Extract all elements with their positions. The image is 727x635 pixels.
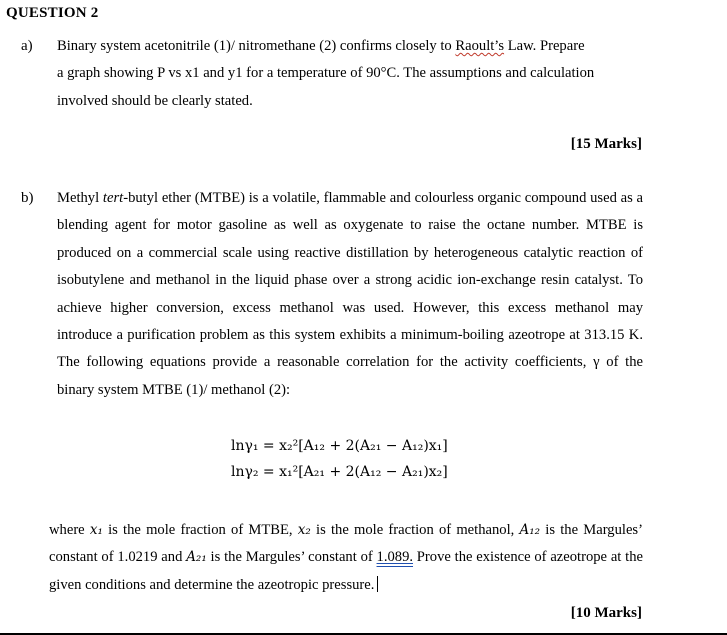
part-a-line-3: involved should be clearly stated. <box>57 92 253 109</box>
part-b-label: b) <box>21 190 34 206</box>
part-b-paragraph: Methyl tert-butyl ether (MTBE) is a volatile, flammable and colourless organic compound used as a blending agent for motor gasoline as well as oxygenate to raise the octane number. MTBE is produced on a commercial scale using reactive distillation by heterogeneous catalytic reaction of isobutylene and methanol in the liquid phase over a strong acidic ion-exchange resin catalyst. To achieve higher conversion, excess methanol was used. However, this excess methanol may introduce a purification problem as this system exhibits a minimum-boiling azeotrope at 313.15 K. The following equations provide a reasonable correlation for the activity coefficients, γ of the binary system MTBE (1)/ methanol (2): <box>57 190 644 398</box>
text-cursor[interactable] <box>377 576 378 592</box>
part-a-marks: [15 Marks] <box>570 136 642 152</box>
part-b-where-paragraph: where x₁ is the mole fraction of MTBE, x₂ is the mole fraction of methanol, A₁₂ is the Margules’ constant of 1.0219 and A₂₁ is the Margules’ constant of 1.089. Prove the existence of azeotrope at the given conditions and determine the azeotropic pressure. <box>49 522 643 593</box>
tert-italic: tert <box>102 190 124 206</box>
part-b-marks: [10 Marks] <box>570 605 642 621</box>
spellcheck-word[interactable]: Raoult’s <box>455 38 505 54</box>
part-a-label: a) <box>21 38 33 54</box>
question-title: QUESTION 2 <box>6 5 99 21</box>
equation-ln-gamma-1: lnγ₁ = x₂²[A₁₂ + 2(A₂₁ − A₁₂)x₁] <box>231 438 448 454</box>
part-a-text <box>57 33 643 115</box>
part-a-line-1: Binary system acetonitrile (1)/ nitromethane (2) confirms closely to Raoult’s Law. Prepare <box>57 38 585 54</box>
part-a-line-2: a graph showing P vs x1 and y1 for a temperature of 90°C. The assumptions and calculation <box>57 65 595 82</box>
equation-ln-gamma-2: lnγ₂ = x₁²[A₂₁ + 2(A₁₂ − A₂₁)x₂] <box>231 464 448 480</box>
grammar-check-value[interactable]: 1.089. <box>376 549 414 566</box>
